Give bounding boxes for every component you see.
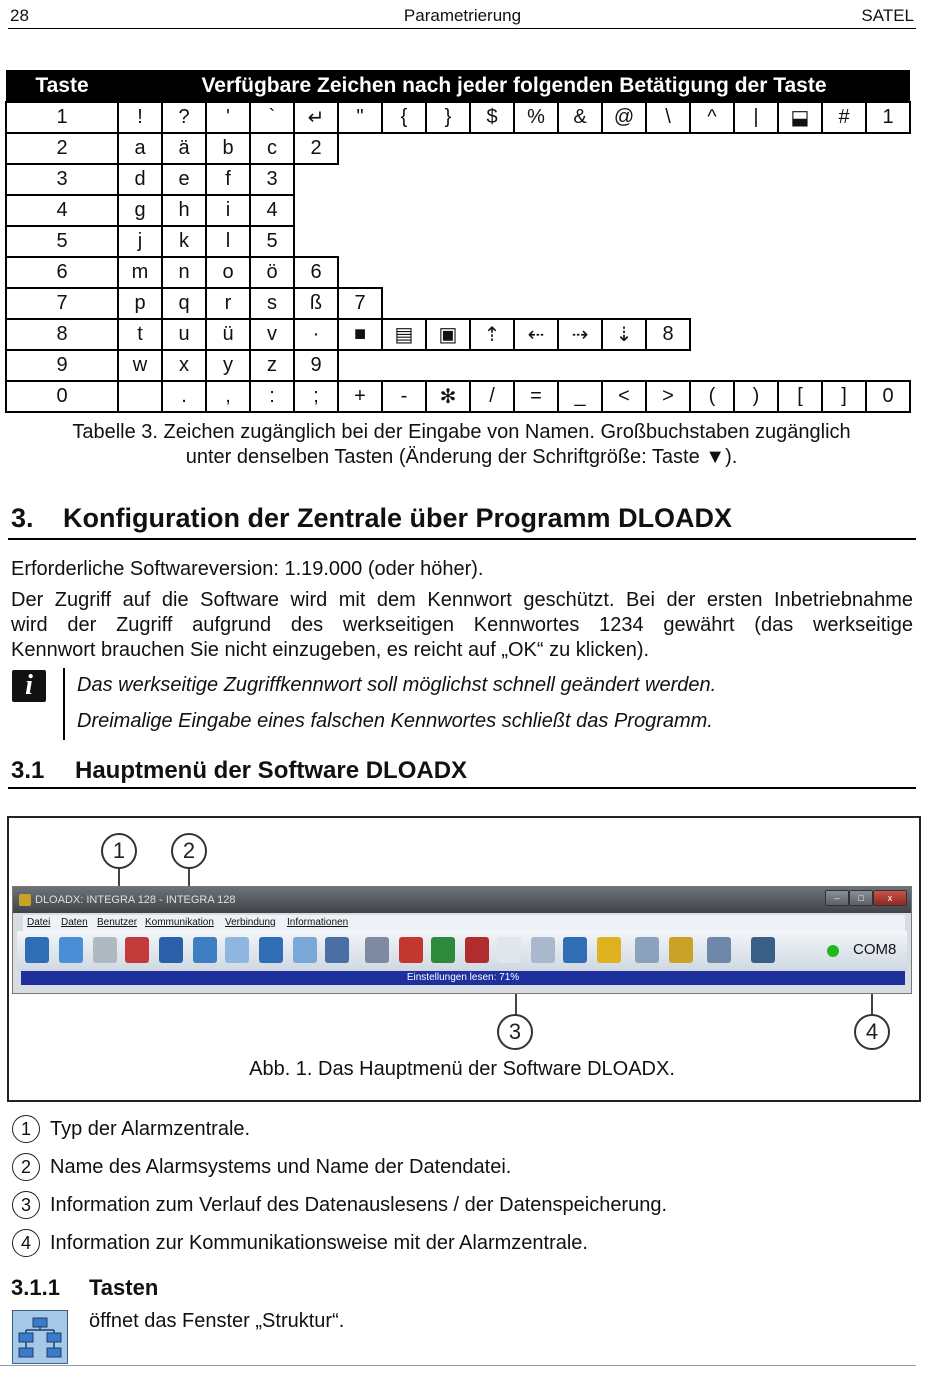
table-row <box>6 381 910 412</box>
empty-cell <box>426 257 470 288</box>
empty-cell <box>778 319 822 350</box>
char-cell: % <box>514 102 558 133</box>
char-cell: 8 <box>646 319 690 350</box>
table-row <box>6 226 910 257</box>
empty-cell <box>294 195 338 226</box>
empty-cell <box>866 133 910 164</box>
toolbar-button-icon[interactable] <box>751 937 775 963</box>
char-cell: ! <box>118 102 162 133</box>
char-cell: x <box>162 350 206 381</box>
empty-cell <box>822 195 866 226</box>
char-cell: ■ <box>338 319 382 350</box>
empty-cell <box>866 288 910 319</box>
char-cell: @ <box>602 102 646 133</box>
char-cell: ä <box>162 133 206 164</box>
toolbar-button-icon[interactable] <box>635 937 659 963</box>
empty-cell <box>382 133 426 164</box>
toolbar-button-icon[interactable] <box>25 937 49 963</box>
window-titlebar <box>13 887 911 913</box>
legend-text-3: Information zum Verlauf des Datenauslesens / der Datenspeicherung. <box>50 1194 668 1216</box>
key-cell: 6 <box>6 257 118 288</box>
empty-cell <box>734 226 778 257</box>
empty-cell <box>866 350 910 381</box>
subsection-rule <box>8 787 916 789</box>
table-row <box>6 288 910 319</box>
dloadx-window <box>12 886 912 994</box>
char-cell: ? <box>162 102 206 133</box>
empty-cell <box>866 164 910 195</box>
empty-cell <box>470 164 514 195</box>
char-cell: e <box>162 164 206 195</box>
empty-cell <box>382 350 426 381</box>
toolbar-button-icon[interactable] <box>669 937 693 963</box>
toolbar-button-icon[interactable] <box>325 937 349 963</box>
empty-cell <box>690 133 734 164</box>
character-table <box>5 70 911 413</box>
char-cell: n <box>162 257 206 288</box>
char-cell: 7 <box>338 288 382 319</box>
char-cell: & <box>558 102 602 133</box>
para-line-3: Kennwort brauchen Sie nicht einzugeben, es reicht auf „OK“ zu klicken). <box>11 639 650 661</box>
char-cell: · <box>294 319 338 350</box>
empty-cell <box>602 195 646 226</box>
char-cell: r <box>206 288 250 319</box>
toolbar-button-icon[interactable] <box>293 937 317 963</box>
char-cell: } <box>426 102 470 133</box>
table-caption <box>5 420 918 470</box>
subsubsection-number: 3.1.1 <box>11 1275 60 1300</box>
key-cell: 4 <box>6 195 118 226</box>
toolbar-button-icon[interactable] <box>259 937 283 963</box>
empty-cell <box>822 257 866 288</box>
char-cell: ✻ <box>426 381 470 412</box>
empty-cell <box>382 226 426 257</box>
empty-cell <box>426 195 470 226</box>
empty-cell <box>602 288 646 319</box>
empty-cell <box>470 288 514 319</box>
char-cell: d <box>118 164 162 195</box>
empty-cell <box>338 350 382 381</box>
empty-cell <box>734 319 778 350</box>
char-cell: - <box>382 381 426 412</box>
menu-informationen[interactable]: Informationen <box>287 917 349 928</box>
empty-cell <box>602 133 646 164</box>
table-caption-line1: Tabelle 3. Zeichen zugänglich bei der Eingabe von Namen. Großbuchstaben zugänglich <box>72 421 851 443</box>
legend-text-2: Name des Alarmsystems und Name der Datendatei. <box>50 1156 512 1178</box>
empty-cell <box>866 226 910 257</box>
char-cell: ' <box>206 102 250 133</box>
empty-cell <box>822 164 866 195</box>
empty-cell <box>514 226 558 257</box>
empty-cell <box>338 257 382 288</box>
structure-icon <box>12 1310 68 1364</box>
toolbar-button-icon[interactable] <box>59 937 83 963</box>
empty-cell <box>778 195 822 226</box>
legend-text-1: Typ der Alarmzentrale. <box>50 1118 251 1140</box>
empty-cell <box>470 133 514 164</box>
minimize-icon[interactable]: – <box>825 890 849 906</box>
section-rule <box>8 538 916 540</box>
toolbar-button-icon[interactable] <box>563 937 587 963</box>
char-cell: # <box>822 102 866 133</box>
empty-cell <box>646 350 690 381</box>
legend-num-1: 1 <box>12 1115 40 1143</box>
toolbar-button-icon[interactable] <box>159 937 183 963</box>
structure-button-desc: öffnet das Fenster „Struktur“. <box>89 1310 345 1332</box>
empty-cell <box>690 257 734 288</box>
empty-cell <box>382 288 426 319</box>
section-number: 3. <box>11 503 34 533</box>
header-rule <box>8 28 916 29</box>
toolbar-button-icon[interactable] <box>497 937 521 963</box>
menu-datei[interactable]: Datei <box>27 917 51 928</box>
char-cell: m <box>118 257 162 288</box>
char-cell: k <box>162 226 206 257</box>
empty-cell <box>690 319 734 350</box>
char-cell: ⇡ <box>470 319 514 350</box>
page-number: 28 <box>10 6 29 25</box>
key-cell: 9 <box>6 350 118 381</box>
menu-bar <box>23 915 905 931</box>
callout-3: 3 <box>497 1014 533 1050</box>
char-cell: ^ <box>690 102 734 133</box>
char-cell: c <box>250 133 294 164</box>
char-cell: { <box>382 102 426 133</box>
progress-bar <box>21 971 905 985</box>
table-row <box>6 133 910 164</box>
empty-cell <box>426 164 470 195</box>
char-cell: v <box>250 319 294 350</box>
running-header: Parametrierung <box>403 6 522 25</box>
menu-daten[interactable]: Daten <box>61 917 88 928</box>
char-cell: w <box>118 350 162 381</box>
empty-cell <box>734 195 778 226</box>
empty-cell <box>822 319 866 350</box>
char-cell: t <box>118 319 162 350</box>
empty-cell <box>822 133 866 164</box>
char-cell: z <box>250 350 294 381</box>
col-header-key: Taste <box>6 70 118 102</box>
para-line-1: Der Zugriff auf die Software wird mit dem Kennwort geschützt. Bei der ersten Inbetriebnahme <box>11 589 913 611</box>
empty-cell <box>382 257 426 288</box>
char-cell: ( <box>690 381 734 412</box>
info-icon: i <box>12 670 46 702</box>
empty-cell <box>514 195 558 226</box>
empty-cell <box>338 133 382 164</box>
empty-cell <box>646 257 690 288</box>
char-cell: g <box>118 195 162 226</box>
char-cell: 3 <box>250 164 294 195</box>
empty-cell <box>470 257 514 288</box>
char-cell: \ <box>646 102 690 133</box>
empty-cell <box>558 133 602 164</box>
table-row <box>6 164 910 195</box>
empty-cell <box>558 257 602 288</box>
callout-1: 1 <box>101 833 137 869</box>
table-row <box>6 350 910 381</box>
char-cell: h <box>162 195 206 226</box>
char-cell: p <box>118 288 162 319</box>
com-port-label: COM8 <box>853 941 897 958</box>
toolbar-button-icon[interactable] <box>707 937 731 963</box>
empty-cell <box>602 257 646 288</box>
char-cell: 5 <box>250 226 294 257</box>
subsubsection-title: Tasten <box>89 1275 159 1300</box>
char-cell: ⇢ <box>558 319 602 350</box>
toolbar-button-icon[interactable] <box>431 937 455 963</box>
empty-cell <box>866 319 910 350</box>
toolbar-button-icon[interactable] <box>531 937 555 963</box>
char-cell: 2 <box>294 133 338 164</box>
empty-cell <box>778 350 822 381</box>
empty-cell <box>514 350 558 381</box>
char-cell: _ <box>558 381 602 412</box>
footer-rule <box>0 1365 916 1366</box>
empty-cell <box>338 226 382 257</box>
char-cell: ▤ <box>382 319 426 350</box>
char-cell: ü <box>206 319 250 350</box>
empty-cell <box>558 195 602 226</box>
char-cell: a <box>118 133 162 164</box>
toolbar-button-icon[interactable] <box>465 937 489 963</box>
app-icon <box>19 894 31 906</box>
empty-cell <box>646 226 690 257</box>
maximize-icon[interactable]: □ <box>849 890 873 906</box>
empty-cell <box>690 195 734 226</box>
char-cell: y <box>206 350 250 381</box>
version-text: Erforderliche Softwareversion: 1.19.000 (oder höher). <box>11 558 484 580</box>
window-title: DLOADX: INTEGRA 128 - INTEGRA 128 <box>35 894 236 906</box>
char-cell: 4 <box>250 195 294 226</box>
empty-cell <box>646 195 690 226</box>
empty-cell <box>470 195 514 226</box>
key-cell: 5 <box>6 226 118 257</box>
note-line-1: Das werkseitige Zugriffkennwort soll möglichst schnell geändert werden. <box>77 674 717 696</box>
empty-cell <box>558 350 602 381</box>
empty-cell <box>514 164 558 195</box>
section-title: Konfiguration der Zentrale über Programm DLOADX <box>63 503 733 533</box>
toolbar-button-icon[interactable] <box>365 937 389 963</box>
empty-cell <box>778 226 822 257</box>
empty-cell <box>734 164 778 195</box>
table-row <box>6 257 910 288</box>
char-cell: = <box>514 381 558 412</box>
char-cell: j <box>118 226 162 257</box>
note-line-2: Dreimalige Eingabe eines falschen Kennwortes schließt das Programm. <box>77 710 713 732</box>
char-cell: | <box>734 102 778 133</box>
menu-verbindung[interactable]: Verbindung <box>225 917 276 928</box>
char-cell: + <box>338 381 382 412</box>
empty-cell <box>602 164 646 195</box>
empty-cell <box>690 164 734 195</box>
progress-text: Einstellungen lesen: 71% <box>406 972 520 983</box>
empty-cell <box>778 288 822 319</box>
empty-cell <box>294 226 338 257</box>
char-cell: ) <box>734 381 778 412</box>
empty-cell <box>866 257 910 288</box>
char-cell: < <box>602 381 646 412</box>
close-icon[interactable]: x <box>873 890 907 906</box>
empty-cell <box>294 164 338 195</box>
col-header-chars: Verfügbare Zeichen nach jeder folgenden Betätigung der Taste <box>118 70 910 102</box>
empty-cell <box>382 164 426 195</box>
empty-cell <box>426 133 470 164</box>
empty-cell <box>382 195 426 226</box>
para-line-2: wird der Zugriff aufgrund des werkseitigen Kennwortes 1234 gewährt (das werkseitige <box>11 614 913 636</box>
figure-caption: Abb. 1. Das Hauptmenü der Software DLOADX. <box>249 1058 675 1080</box>
char-cell: [ <box>778 381 822 412</box>
empty-cell <box>426 288 470 319</box>
char-cell: ↵ <box>294 102 338 133</box>
char-cell: u <box>162 319 206 350</box>
char-cell: 6 <box>294 257 338 288</box>
key-cell: 1 <box>6 102 118 133</box>
empty-cell <box>866 195 910 226</box>
char-cell: ⇣ <box>602 319 646 350</box>
empty-cell <box>514 133 558 164</box>
toolbar-button-icon[interactable] <box>193 937 217 963</box>
toolbar-button-icon[interactable] <box>225 937 249 963</box>
char-cell: ▣ <box>426 319 470 350</box>
empty-cell <box>470 350 514 381</box>
char-cell: : <box>250 381 294 412</box>
char-cell: " <box>338 102 382 133</box>
char-cell: ; <box>294 381 338 412</box>
key-cell: 2 <box>6 133 118 164</box>
empty-cell <box>558 288 602 319</box>
key-cell: 7 <box>6 288 118 319</box>
toolbar-button-icon[interactable] <box>93 937 117 963</box>
empty-cell <box>822 350 866 381</box>
char-cell <box>118 381 162 412</box>
empty-cell <box>646 164 690 195</box>
legend-num-3: 3 <box>12 1191 40 1219</box>
empty-cell <box>734 350 778 381</box>
key-cell: 0 <box>6 381 118 412</box>
char-cell: > <box>646 381 690 412</box>
key-cell: 8 <box>6 319 118 350</box>
empty-cell <box>514 257 558 288</box>
empty-cell <box>690 288 734 319</box>
empty-cell <box>778 164 822 195</box>
empty-cell <box>602 350 646 381</box>
legend-num-4: 4 <box>12 1229 40 1257</box>
char-cell: ` <box>250 102 294 133</box>
toolbar <box>17 931 907 971</box>
empty-cell <box>734 288 778 319</box>
char-cell: , <box>206 381 250 412</box>
legend-num-2: 2 <box>12 1153 40 1181</box>
empty-cell <box>558 226 602 257</box>
empty-cell <box>734 133 778 164</box>
char-cell: 9 <box>294 350 338 381</box>
empty-cell <box>778 133 822 164</box>
empty-cell <box>646 133 690 164</box>
char-cell: / <box>470 381 514 412</box>
table-row <box>6 195 910 226</box>
empty-cell <box>734 257 778 288</box>
empty-cell <box>338 195 382 226</box>
toolbar-button-icon[interactable] <box>399 937 423 963</box>
connection-led-icon <box>827 945 839 957</box>
empty-cell <box>514 288 558 319</box>
legend-text-4: Information zur Kommunikationsweise mit der Alarmzentrale. <box>50 1232 588 1254</box>
char-cell: s <box>250 288 294 319</box>
char-cell: . <box>162 381 206 412</box>
char-cell: ⬓ <box>778 102 822 133</box>
char-cell: b <box>206 133 250 164</box>
subsection-number: 3.1 <box>11 757 45 784</box>
empty-cell <box>426 350 470 381</box>
empty-cell <box>602 226 646 257</box>
char-cell: ⇠ <box>514 319 558 350</box>
callout-2: 2 <box>171 833 207 869</box>
subsection-title: Hauptmenü der Software DLOADX <box>75 757 468 784</box>
toolbar-button-icon[interactable] <box>125 937 149 963</box>
char-cell: ] <box>822 381 866 412</box>
brand-name: SATEL <box>861 6 914 25</box>
char-cell: $ <box>470 102 514 133</box>
table-row <box>6 102 910 133</box>
char-cell: ß <box>294 288 338 319</box>
char-cell: o <box>206 257 250 288</box>
empty-cell <box>690 226 734 257</box>
char-cell: 0 <box>866 381 910 412</box>
empty-cell <box>778 257 822 288</box>
table-row <box>6 319 910 350</box>
menu-kommunikation[interactable]: Kommunikation <box>145 917 214 928</box>
menu-benutzer[interactable]: Benutzer <box>97 917 138 928</box>
char-cell: ö <box>250 257 294 288</box>
empty-cell <box>338 164 382 195</box>
char-cell: 1 <box>866 102 910 133</box>
empty-cell <box>690 350 734 381</box>
empty-cell <box>470 226 514 257</box>
char-cell: f <box>206 164 250 195</box>
note-bar <box>63 668 65 740</box>
empty-cell <box>646 288 690 319</box>
key-cell: 3 <box>6 164 118 195</box>
char-cell: l <box>206 226 250 257</box>
char-cell: i <box>206 195 250 226</box>
empty-cell <box>822 288 866 319</box>
table-caption-line2: unter denselben Tasten (Änderung der Schriftgröße: Taste ▼). <box>185 446 738 468</box>
callout-4: 4 <box>854 1014 890 1050</box>
char-cell: q <box>162 288 206 319</box>
empty-cell <box>558 164 602 195</box>
empty-cell <box>822 226 866 257</box>
toolbar-button-icon[interactable] <box>597 937 621 963</box>
empty-cell <box>426 226 470 257</box>
